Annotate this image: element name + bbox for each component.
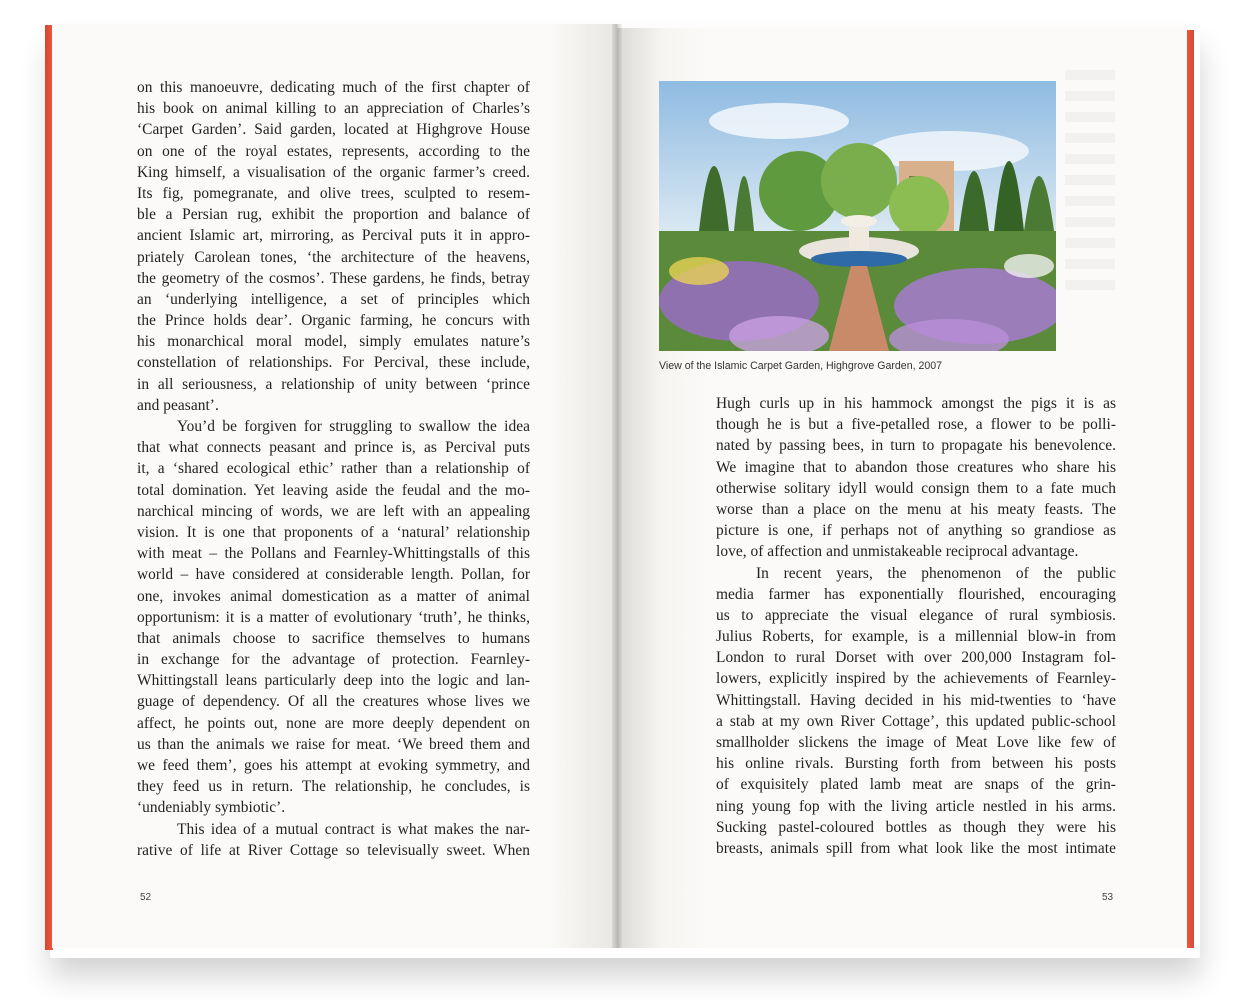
text-line: narchical mincing of words, we are left with an appealing xyxy=(137,502,530,520)
show-through-text xyxy=(1065,70,1115,290)
text-line: us than the animals we raise for meat. ‘We breed them and xyxy=(137,735,530,753)
text-line: ‘Carpet Garden’. Said garden, located at Highgrove House xyxy=(137,121,530,139)
text-line: it, a ‘shared ecological ethic’ rather than a relationship of xyxy=(137,460,530,478)
text-line: rative of life at River Cottage so televisually sweet. When xyxy=(137,841,530,859)
text-line: London to rural Dorset with over 200,000 Instagram fol- xyxy=(716,649,1116,667)
page-number-left: 52 xyxy=(140,892,152,903)
text-line: us to appreciate the visual elegance of rural symbiosis. xyxy=(716,606,1116,624)
text-line: Whittingstall leans particularly deep into the logic and lan- xyxy=(137,672,530,690)
text-line: with meat – the Pollans and Fearnley-Whittingstalls of this xyxy=(137,545,530,563)
page-number-right: 53 xyxy=(1102,892,1114,903)
garden-photo xyxy=(659,81,1056,351)
book-edge-right xyxy=(1186,30,1194,948)
text-line: King himself, a visualisation of the organic farmer’s creed. xyxy=(137,163,530,181)
text-line: Julius Roberts, for example, is a millennial blow-in from xyxy=(716,628,1116,646)
text-line: breasts, animals spill from what look like the most intimate xyxy=(716,839,1116,857)
text-line: in all seriousness, a relationship of unity between ‘prince xyxy=(137,375,530,393)
text-line: and peasant’. xyxy=(137,396,219,414)
text-line: worse than a place on the menu at his meaty feasts. The xyxy=(716,500,1116,518)
text-line: media farmer has exponentially flourished, encouraging xyxy=(716,585,1116,603)
text-line: a stab at my own River Cottage’, this updated public-school xyxy=(716,712,1116,730)
text-line: of exquisitely plated lamb meat are snaps of the grin- xyxy=(716,776,1116,794)
text-line: his online rivals. Bursting forth from between his posts xyxy=(716,755,1116,773)
text-line: that animals choose to sacrifice themselves to humans xyxy=(137,629,530,647)
text-line: ‘undeniably symbiotic’. xyxy=(137,799,286,817)
text-line: ble a Persian rug, exhibit the proportion and balance of xyxy=(137,206,530,224)
text-line: Whittingstall. Having decided in his mid-twenties to ‘have xyxy=(716,691,1116,709)
garden-photo-illustration xyxy=(659,81,1056,351)
text-line: Hugh curls up in his hammock amongst the pigs it is as xyxy=(716,395,1116,412)
text-line: his book on animal killing to an appreciation of Charles’s xyxy=(137,100,530,118)
text-line: affect, he points out, none are more deeply dependent on xyxy=(137,714,530,732)
text-line: In recent years, the phenomenon of the public xyxy=(756,564,1116,582)
text-line: his monarchical moral model, simply emulates nature’s xyxy=(137,333,530,351)
text-line: in exchange for the advantage of protection. Fearnley- xyxy=(137,651,530,669)
text-line: on this manoeuvre, dedicating much of the first chapter of xyxy=(137,79,530,96)
text-line: world – have considered at considerable length. Pollan, for xyxy=(137,566,530,584)
text-line: guage of dependency. Of all the creatures whose lives we xyxy=(137,693,530,711)
text-line: the Prince holds dear’. Organic farming, he concurs with xyxy=(137,312,530,330)
text-line: constellation of relationships. For Percival, these include, xyxy=(137,354,530,372)
text-line: an ‘underlying intelligence, a set of principles which xyxy=(137,290,530,308)
text-line: ning young fop with the living article nestled in his arms. xyxy=(716,797,1116,815)
text-line: on one of the royal estates, represents, according to the xyxy=(137,142,530,160)
text-line: This idea of a mutual contract is what makes the nar- xyxy=(177,820,530,838)
text-line: Sucking pastel-coloured bottles as though they were his xyxy=(716,818,1116,836)
text-line: total domination. Yet leaving aside the feudal and the mo- xyxy=(137,481,530,499)
text-line: that what connects peasant and prince is, as Percival puts xyxy=(137,439,530,457)
book-gutter xyxy=(612,24,622,948)
text-line: the geometry of the cosmos’. These gardens, he finds, betray xyxy=(137,269,530,287)
text-line: though he is but a five-petalled rose, a flower to be polli- xyxy=(716,416,1116,434)
text-line: lowers, explicitly inspired by the achievements of Fearnley- xyxy=(716,670,1116,688)
text-line: priately Carolean tones, ‘the architecture of the heavens, xyxy=(137,248,530,266)
text-line: smallholder slickens the image of Meat Love like few of xyxy=(716,734,1116,751)
text-line: one, invokes animal domestication as a matter of animal xyxy=(137,587,530,605)
text-line: nated by passing bees, in turn to propagate his benevolence. xyxy=(716,437,1116,455)
text-line: ancient Islamic art, mirroring, as Percival puts it in appro- xyxy=(137,227,530,245)
figure-caption: View of the Islamic Carpet Garden, Highgrove Garden, 2007 xyxy=(659,360,943,372)
text-line: otherwise solitary idyll would consign them to a fate much xyxy=(716,479,1116,497)
text-line: vision. It is one that proponents of a ‘natural’ relationship xyxy=(137,523,530,541)
right-page-body xyxy=(716,393,1116,859)
text-line: We imagine that to abandon those creatures who share his xyxy=(716,458,1116,476)
text-line: opportunism: it is a matter of evolutionary ‘truth’, he thinks, xyxy=(137,608,530,626)
text-line: You’d be forgiven for struggling to swallow the idea xyxy=(177,418,530,435)
text-line: Its fig, pomegranate, and olive trees, sculpted to resem- xyxy=(137,184,530,202)
text-line: we feed them’, goes his attempt at evoking symmetry, and xyxy=(137,757,530,774)
text-line: they feed us in return. The relationship, he concludes, is xyxy=(137,778,530,796)
text-line: love, of affection and unmistakeable reciprocal advantage. xyxy=(716,543,1079,561)
left-page-body xyxy=(137,77,530,861)
text-line: picture is one, if perhaps not of anything so grandiose as xyxy=(716,522,1116,540)
